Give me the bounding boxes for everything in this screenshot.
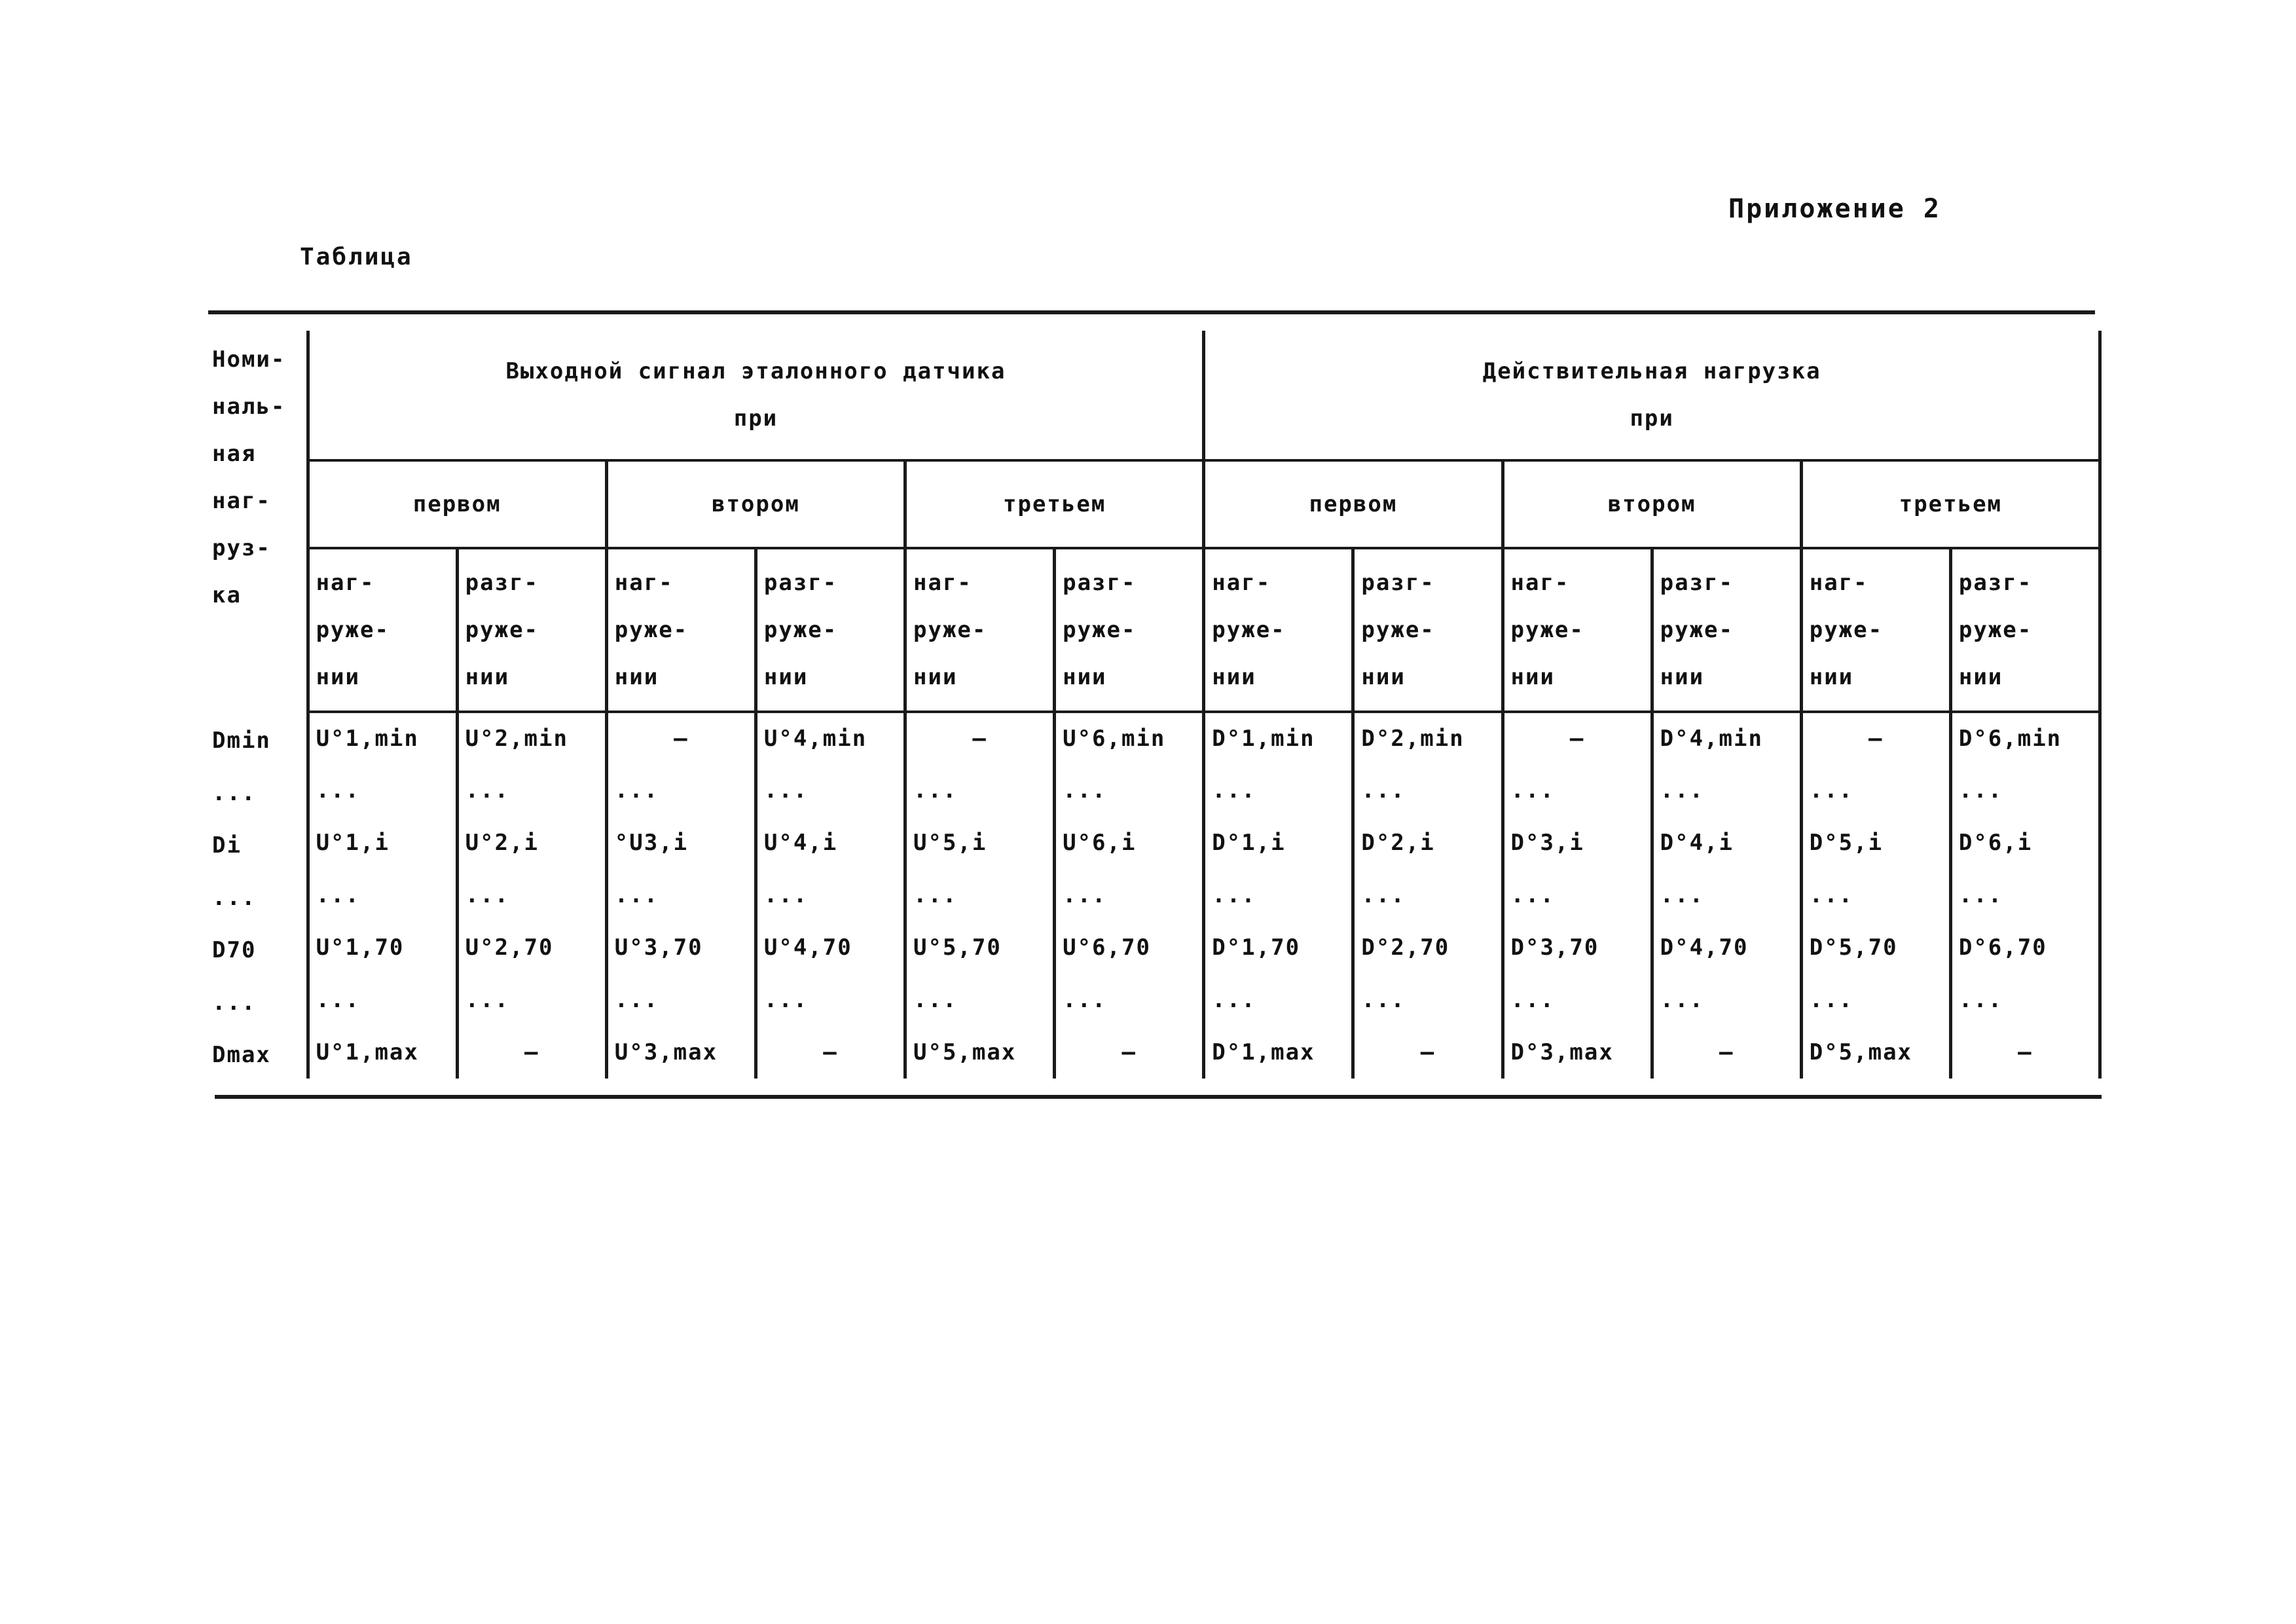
table-cell: – [1055, 1026, 1204, 1079]
table-row [208, 974, 2100, 1026]
table-cell: D°3,i [1503, 817, 1652, 869]
column-header-loading: наг- руже- нии [905, 548, 1055, 712]
table-cell: ... [1503, 764, 1652, 817]
table-cell: ... [308, 974, 457, 1026]
appendix-label: Приложение 2 [1728, 194, 1941, 224]
table-cell: – [1353, 1026, 1503, 1079]
table-cell: ... [1055, 974, 1204, 1026]
table-cell: ... [1055, 764, 1204, 817]
table-cell: ... [457, 764, 606, 817]
table-cell: U°6,70 [1055, 921, 1204, 974]
column-header-loading: наг- руже- нии [1503, 548, 1652, 712]
table-cell: U°3,max [606, 1026, 756, 1079]
table-cell: ... [1652, 869, 1801, 921]
subgroup-header: первом [308, 460, 606, 548]
table-cell: ... [1950, 869, 2100, 921]
table-cell: ... [1204, 974, 1353, 1026]
table-cell: ... [756, 869, 905, 921]
table-cell: ... [1950, 764, 2100, 817]
table-cell: – [756, 1026, 905, 1079]
table-cell: ... [457, 974, 606, 1026]
table-row [208, 1026, 2100, 1079]
table-cell: ... [1652, 764, 1801, 817]
table-row [208, 712, 2100, 764]
table-cell: D°5,i [1801, 817, 1950, 869]
table-cell: U°4,i [756, 817, 905, 869]
column-header-unloading: разг- руже- нии [1353, 548, 1503, 712]
table-cell: ... [1353, 869, 1503, 921]
table-cell: ... [756, 764, 905, 817]
table-cell: D°2,i [1353, 817, 1503, 869]
group-header-output-signal: Выходной сигнал эталонного датчика при [308, 331, 1204, 460]
table-cell: D°6,i [1950, 817, 2100, 869]
table-cell: D°2,70 [1353, 921, 1503, 974]
table-cell: D°3,max [1503, 1026, 1652, 1079]
table-cell: ... [606, 764, 756, 817]
column-header-loading: наг- руже- нии [606, 548, 756, 712]
row-label: ... [212, 780, 257, 806]
table-cell: D°4,70 [1652, 921, 1801, 974]
table-cell: D°1,70 [1204, 921, 1353, 974]
table-cell: D°1,min [1204, 712, 1353, 764]
table-cell: ... [1503, 869, 1652, 921]
table-cell: D°4,min [1652, 712, 1801, 764]
bottom-rule [215, 1095, 2102, 1099]
table-cell: – [905, 712, 1055, 764]
header-row-columns [208, 548, 2100, 712]
table-cell: ... [606, 974, 756, 1026]
table-cell: ... [756, 974, 905, 1026]
table-cell: ... [1801, 974, 1950, 1026]
table-cell: D°5,70 [1801, 921, 1950, 974]
row-label: ... [212, 885, 257, 911]
table-cell: U°4,min [756, 712, 905, 764]
table-cell: – [1950, 1026, 2100, 1079]
table-cell: D°4,i [1652, 817, 1801, 869]
table-cell: U°5,max [905, 1026, 1055, 1079]
table-cell: U°6,i [1055, 817, 1204, 869]
table-cell: ... [905, 869, 1055, 921]
table-cell: D°6,70 [1950, 921, 2100, 974]
subgroup-header: первом [1204, 460, 1503, 548]
table-cell: U°1,i [308, 817, 457, 869]
data-table [208, 331, 2102, 1079]
column-header-unloading: разг- руже- нии [1055, 548, 1204, 712]
table-cell: ... [1204, 764, 1353, 817]
row-label: D70 [212, 937, 257, 963]
table-cell: U°5,i [905, 817, 1055, 869]
subgroup-header: втором [606, 460, 905, 548]
table-cell: U°2,70 [457, 921, 606, 974]
top-rule [208, 310, 2095, 314]
table-cell: D°1,i [1204, 817, 1353, 869]
table-cell: D°5,max [1801, 1026, 1950, 1079]
column-header-loading: наг- руже- нии [308, 548, 457, 712]
header-row-groups [208, 331, 2100, 460]
table-cell: ... [905, 974, 1055, 1026]
subgroup-header: втором [1503, 460, 1801, 548]
table-cell: ... [1503, 974, 1652, 1026]
table-row [208, 764, 2100, 817]
row-label: Dmin [212, 728, 271, 754]
table-label: Таблица [300, 244, 413, 270]
row-label: Di [212, 832, 242, 858]
table-cell: U°1,70 [308, 921, 457, 974]
table-cell: U°5,70 [905, 921, 1055, 974]
table-cell: D°2,min [1353, 712, 1503, 764]
table-cell: D°1,max [1204, 1026, 1353, 1079]
group-header-actual-load: Действительная нагрузка при [1204, 331, 2100, 460]
column-header-unloading: разг- руже- нии [1950, 548, 2100, 712]
table-cell: – [457, 1026, 606, 1079]
table-cell: – [1503, 712, 1652, 764]
table-cell: ... [1353, 974, 1503, 1026]
subgroup-header: третьем [905, 460, 1204, 548]
table-cell: U°2,min [457, 712, 606, 764]
column-header-unloading: разг- руже- нии [457, 548, 606, 712]
header-row-subgroups [208, 460, 2100, 548]
row-label: ... [212, 989, 257, 1016]
table-cell: ... [1801, 869, 1950, 921]
table-cell: U°1,min [308, 712, 457, 764]
table-cell: ... [1801, 764, 1950, 817]
table-row [208, 921, 2100, 974]
table-cell: – [1801, 712, 1950, 764]
table-cell: °U3,i [606, 817, 756, 869]
column-header-loading: наг- руже- нии [1801, 548, 1950, 712]
table-cell: U°6,min [1055, 712, 1204, 764]
table-cell: D°3,70 [1503, 921, 1652, 974]
table-cell: ... [1652, 974, 1801, 1026]
table-cell: – [1652, 1026, 1801, 1079]
nominal-load-header: Номи- наль- ная наг- руз- ка [212, 346, 286, 608]
column-header-unloading: разг- руже- нии [1652, 548, 1801, 712]
table-row [208, 869, 2100, 921]
table-cell: ... [1055, 869, 1204, 921]
table-cell: D°6,min [1950, 712, 2100, 764]
column-header-loading: наг- руже- нии [1204, 548, 1353, 712]
table-row [208, 817, 2100, 869]
table-cell: ... [1204, 869, 1353, 921]
column-header-unloading: разг- руже- нии [756, 548, 905, 712]
table-cell: ... [1950, 974, 2100, 1026]
table-cell: U°1,max [308, 1026, 457, 1079]
table-cell: ... [308, 764, 457, 817]
table-cell: ... [308, 869, 457, 921]
table-cell: U°4,70 [756, 921, 905, 974]
subgroup-header: третьем [1801, 460, 2100, 548]
table-body [208, 712, 2100, 1079]
table-cell: ... [457, 869, 606, 921]
table-cell: U°2,i [457, 817, 606, 869]
table-cell: ... [1353, 764, 1503, 817]
table-cell: U°3,70 [606, 921, 756, 974]
table-cell: – [606, 712, 756, 764]
table-cell: ... [905, 764, 1055, 817]
row-label: Dmax [212, 1042, 271, 1068]
table-cell: ... [606, 869, 756, 921]
